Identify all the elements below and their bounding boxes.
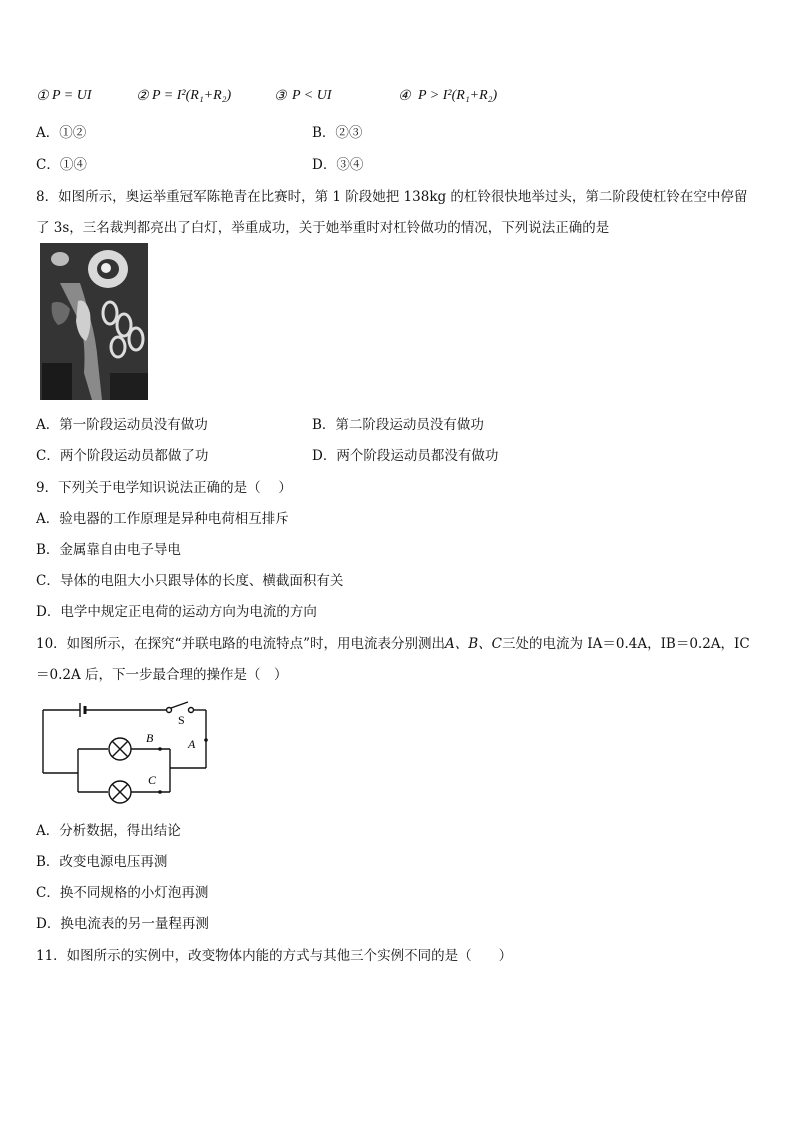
- formula-4-text: P > I²(R₁+R₂): [418, 88, 498, 103]
- q7-option-a: A．①②: [36, 125, 87, 141]
- formula-1-text: P = UI: [52, 88, 92, 103]
- point-c-label: C: [148, 773, 157, 787]
- q8-stem-line2: 了 3s，三名裁判都亮出了白灯，举重成功，关于她举重时对杠铃做功的情况，下列说法正确的是: [36, 220, 610, 236]
- q10-stem-part1: 10．如图所示，在探究“并联电路的电流特点”时，用电流表分别测出: [36, 636, 445, 652]
- q10-option-d: D．换电流表的另一量程再测: [36, 916, 209, 932]
- q8-option-d: D．两个阶段运动员都没有做功: [312, 448, 499, 464]
- q10-stem-line2: ＝0.2A 后，下一步最合理的操作是（ ）: [36, 667, 288, 683]
- point-a-label: A: [188, 737, 196, 751]
- parallel-circuit-diagram: [38, 694, 210, 806]
- q7-option-b: B．②③: [312, 125, 363, 141]
- q9-option-c: C．导体的电阻大小只跟导体的长度、横截面积有关: [36, 573, 344, 589]
- formula-4: ④: [398, 89, 411, 104]
- q7-option-d: D．③④: [312, 157, 364, 173]
- q10-option-a: A．分析数据，得出结论: [36, 823, 181, 839]
- weightlifter-photo: [40, 243, 148, 400]
- q8-option-b: B．第二阶段运动员没有做功: [312, 417, 484, 433]
- formula-3: ③: [274, 89, 287, 104]
- q10-stem-line1: [36, 635, 750, 653]
- point-b-label: B: [146, 731, 154, 745]
- switch-label: S: [178, 713, 185, 727]
- q10-option-c: C．换不同规格的小灯泡再测: [36, 885, 209, 901]
- q10-option-b: B．改变电源电压再测: [36, 854, 168, 870]
- formula-2-text: P = I²(R₁+R₂): [152, 88, 232, 103]
- q9-option-d: D．电学中规定正电荷的运动方向为电流的方向: [36, 604, 317, 620]
- q9-stem: 9．下列关于电学知识说法正确的是（ ）: [36, 480, 292, 496]
- q9-option-b: B．金属靠自由电子导电: [36, 542, 181, 558]
- q9-option-a: A．验电器的工作原理是异种电荷相互排斥: [36, 511, 289, 527]
- formula-1: ①: [36, 89, 49, 104]
- q11-stem: 11．如图所示的实例中，改变物体内能的方式与其他三个实例不同的是（ ）: [36, 948, 513, 964]
- q8-option-c: C．两个阶段运动员都做了功: [36, 448, 209, 464]
- q8-option-a: A．第一阶段运动员没有做功: [36, 417, 208, 433]
- q8-stem-line1: 8．如图所示，奥运举重冠军陈艳青在比赛时，第 1 阶段她把 138kg 的杠铃很快地举过头，第二阶段使杠铃在空中停留: [36, 189, 748, 205]
- q10-stem-part2: 三处的电流为 IA＝0.4A，IB＝0.2A，IC: [501, 636, 750, 652]
- q10-points: A、B、C: [444, 636, 502, 652]
- q7-option-c: C．①④: [36, 157, 87, 173]
- formula-2: ②: [136, 89, 149, 104]
- formula-3-text: P < UI: [292, 88, 332, 103]
